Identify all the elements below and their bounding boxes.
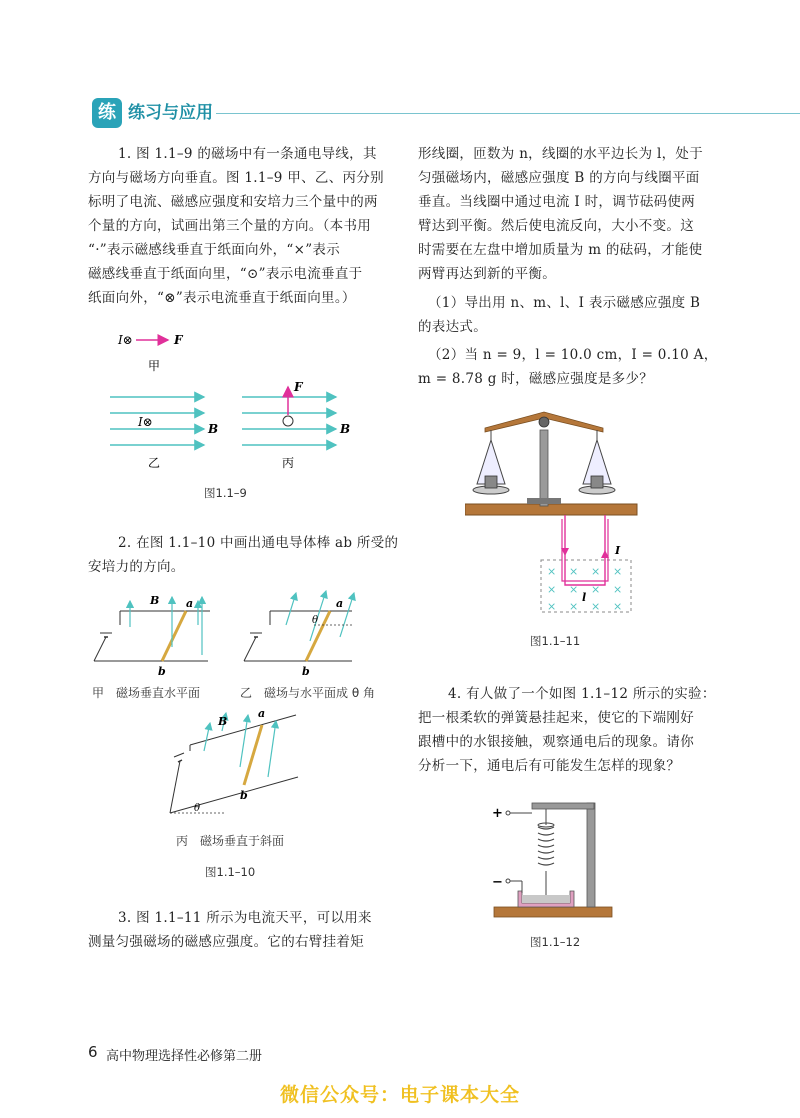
svg-text:×: × [569,565,579,578]
left-weight [485,476,497,488]
yi-current-label: I⊗ [138,415,153,429]
q3-line-7: 两臂再达到新的平衡。 [418,266,556,282]
figure-1-1-10 [90,585,390,825]
stand-pole [587,803,595,907]
figure-1-1-9 [100,325,360,475]
jia-rod [162,611,186,661]
bing-conductor [283,416,293,426]
svg-text:×: × [569,600,579,613]
q3-sub1-line-1: 的表达式。 [418,319,487,335]
q3-sub2-line-1: m = 8.78 g 时，磁感应强度是多少？ [418,371,654,387]
svg-text:×: × [547,600,557,613]
bing-force-label: F [294,380,303,394]
fig-1-1-10-yi-label: 乙 磁场与水平面成 θ 角 [240,686,375,700]
section-title: 练习与应用 [128,103,213,123]
svg-text:×: × [613,600,623,613]
fig-jia-group [94,594,210,678]
spring [538,827,554,865]
book-title: 高中物理选择性必修第二册 [106,1049,263,1064]
stand-base [494,907,612,917]
fig-1-1-10-jia-label: 甲 磁场垂直水平面 [92,686,201,700]
q1-line-0: 1. 图 1.1–9 的磁场中有一条通电导线，其 [118,146,377,162]
svg-text:×: × [569,583,579,596]
jia-label: 甲 [148,359,161,373]
fig-1-1-11-length-label: l [582,591,587,604]
svg-text:×: × [547,583,557,596]
q4-line-0: 4. 有人做了一个如图 1.1–12 所示的实验： [448,686,716,702]
q3-line-3: 匀强磁场内，磁感应强度 B 的方向与线圈平面 [418,170,700,186]
jia-b-label: b [158,665,166,678]
yi-field-label: B [208,422,219,436]
bing-rod [244,725,262,785]
caption-fig-1-1-9: 图1.1–9 [204,486,247,500]
figure-1-1-11 [465,400,640,630]
q1-line-1: 方向与磁场方向垂直。图 1.1–9 甲、乙、丙分别 [88,170,384,186]
bing-label: 丙 [282,456,295,470]
fig-bing-group [170,707,298,814]
q3-line-1: 测量匀强磁场的磁感应强度。它的右臂挂着矩 [88,934,364,950]
bing-theta-label: θ [194,803,201,814]
balance-post [540,430,548,506]
svg-text:×: × [591,583,601,596]
page-number: 6 [88,1043,98,1061]
q4-line-1: 把一根柔软的弹簧悬挂起来，使它的下端刚好 [418,710,694,726]
q3-line-6: 时需要在左盘中增加质量为 m 的砝码，才能使 [418,242,703,258]
q1-line-4: “·”表示磁感线垂直于纸面向外，“×”表示 [88,242,341,258]
right-weight [591,476,603,488]
mercury [522,895,570,903]
caption-fig-1-1-12: 图1.1–12 [530,935,581,949]
q2-line-0: 2. 在图 1.1–10 中画出通电导体棒 ab 所受的 [118,535,399,551]
q3-line-2: 形线圈，匝数为 n，线圈的水平边长为 l，处于 [418,146,703,162]
jia-force-label: F [174,333,183,347]
bing-b-label: b [240,789,248,802]
q1-line-2: 标明了电流、磁感应强度和安培力三个量中的两 [88,194,378,210]
q4-line-2: 跟槽中的水银接触，观察通电后的现象。请你 [418,734,694,750]
yi-label: 乙 [148,456,161,470]
stand-arm [532,803,594,809]
fig-yi-group [244,591,354,678]
figure-1-1-12 [488,795,618,930]
q4-line-3: 分析一下，通电后有可能发生怎样的现象？ [418,758,681,774]
bing-field-label: B [340,422,351,436]
negative-terminal: − [492,875,503,890]
yi-a-label: a [336,597,344,610]
q1-line-6: 纸面向外，“⊗”表示电流垂直于纸面向里。） [88,290,356,306]
section-icon: 练 [92,98,122,128]
svg-text:×: × [613,565,623,578]
q3-line-4: 垂直。当线圈中通过电流 I 时，调节砝码使两 [418,194,696,210]
fig-1-1-11-current-label: I [615,544,621,557]
q1-line-3: 个量的方向，试画出第三个量的方向。（本书用 [88,218,372,234]
q3-line-5: 臂达到平衡。然后使电流反向，大小不变。这 [418,218,694,234]
balance-base [465,504,637,515]
bing-B-label: B [218,715,228,728]
q3-sub2-line-0: （2）当 n = 9，l = 10.0 cm，I = 0.10 A， [428,347,718,363]
svg-text:×: × [547,565,557,578]
yi-b-label: b [302,665,310,678]
q3-line-0: 3. 图 1.1–11 所示为电流天平，可以用来 [118,910,372,926]
q1-line-5: 磁感线垂直于纸面向里，“⊙”表示电流垂直于 [88,266,363,282]
fig-1-1-10-bing-label: 丙 磁场垂直于斜面 [176,834,285,848]
svg-text:×: × [613,583,623,596]
caption-fig-1-1-10: 图1.1–10 [205,865,256,879]
svg-text:×: × [591,565,601,578]
wechat-watermark: 微信公众号：电子课本大全 [279,1084,520,1106]
q2-line-1: 安培力的方向。 [88,559,185,575]
q3-sub1-line-0: （1）导出用 n、m、l、I 表示磁感应强度 B [428,295,701,311]
jia-B-label: B [150,594,160,607]
header-divider [216,113,800,114]
positive-terminal: + [492,806,503,821]
yi-theta-label: θ [312,615,319,626]
jia-current-label: I⊗ [118,333,133,347]
svg-text:×: × [591,600,601,613]
caption-fig-1-1-11: 图1.1–11 [530,634,581,648]
jia-a-label: a [186,597,194,610]
bing-a-label: a [258,707,266,720]
